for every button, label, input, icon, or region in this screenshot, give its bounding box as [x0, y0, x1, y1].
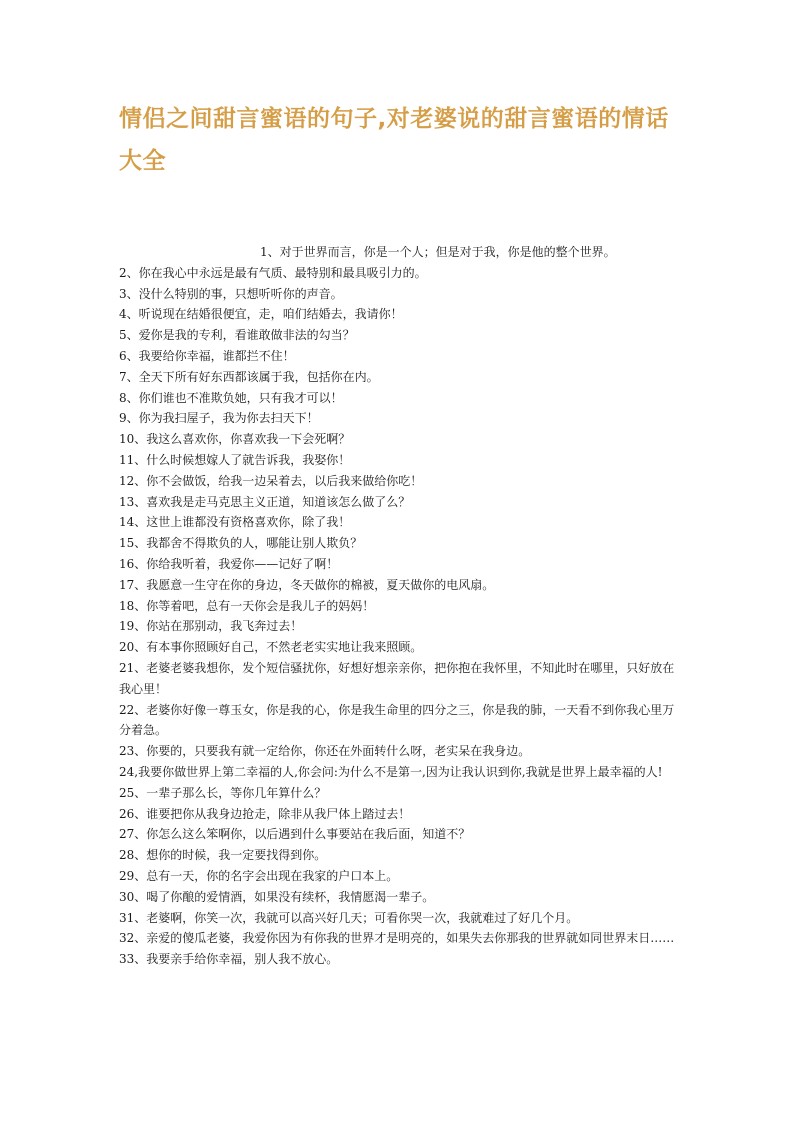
list-item: 16、你给我听着，我爱你——记好了啊！ — [119, 556, 339, 571]
list-item: 20、有本事你照顾好自己，不然老老实实地让我来照顾。 — [119, 640, 423, 655]
list-item: 13、喜欢我是走马克思主义正道，知道该怎么做了么？ — [119, 494, 411, 509]
list-item: 26、谁要把你从我身边抢走，除非从我尸体上踏过去！ — [119, 806, 411, 821]
list-item: 5、爱你是我的专利，看谁敢做非法的勾当？ — [119, 328, 355, 343]
list-item: 21、老婆老婆我想你，发个短信骚扰你，好想好想亲亲你，把你抱在我怀里，不知此时在哪里，只好放在我心里！ — [119, 660, 675, 696]
list-item: 8、你们谁也不准欺负她，只有我才可以！ — [119, 390, 343, 405]
list-item: 33、我要亲手给你幸福，别人我不放心。 — [119, 952, 339, 967]
list-item: 24,我要你做世界上第二幸福的人,你会问:为什么不是第一,因为让我认识到你,我就是世界上最幸福的人! — [119, 764, 663, 779]
list-item: 32、亲爱的傻瓜老婆，我爱你因为有你我的世界才是明亮的，如果失去你那我的世界就如同世界末日…… — [119, 931, 675, 946]
list-item: 18、你等着吧，总有一天你会是我儿子的妈妈！ — [119, 598, 375, 613]
list-item: 2、你在我心中永远是最有气质、最特别和最具吸引力的。 — [119, 265, 427, 280]
list-item: 27、你怎么这么笨啊你，以后遇到什么事要站在我后面，知道不？ — [119, 827, 471, 842]
list-item: 4、听说现在结婚很便宜，走，咱们结婚去，我请你！ — [119, 307, 403, 322]
list-item: 29、总有一天，你的名字会出现在我家的户口本上。 — [119, 868, 399, 883]
list-item: 17、我愿意一生守在你的身边，冬天做你的棉被，夏天做你的电风扇。 — [119, 577, 495, 592]
list-item: 14、这世上谁都没有资格喜欢你，除了我！ — [119, 515, 351, 530]
list-item: 11、什么时候想嫁人了就告诉我，我娶你！ — [119, 452, 351, 467]
list-item: 19、你站在那别动，我飞奔过去！ — [119, 619, 303, 634]
list-item: 7、全天下所有好东西都该属于我，包括你在内。 — [119, 369, 379, 384]
list-item: 9、你为我扫屋子，我为你去扫天下！ — [119, 411, 319, 426]
list-item: 15、我都舍不得欺负的人，哪能让别人欺负？ — [119, 536, 363, 551]
list-item: 1、对于世界而言，你是一个人；但是对于我，你是他的整个世界。 — [260, 245, 616, 259]
list-item: 28、想你的时候，我一定要找得到你。 — [119, 848, 327, 863]
list-item: 22、老婆你好像一尊玉女，你是我的心，你是我生命里的四分之三，你是我的肺，一天看不到你我心里万分着急。 — [119, 702, 675, 738]
document-title: 情侣之间甜言蜜语的句子,对老婆说的甜言蜜语的情话大全 — [119, 106, 669, 174]
list-item: 3、没什么特别的事，只想听听你的声音。 — [119, 286, 343, 301]
list-item: 30、喝了你酿的爱情酒，如果没有续杯，我情愿渴一辈子。 — [119, 889, 435, 904]
list-item: 12、你不会做饭，给我一边呆着去，以后我来做给你吃！ — [119, 473, 423, 488]
list-item: 10、我这么喜欢你，你喜欢我一下会死啊？ — [119, 432, 351, 447]
list-item: 25、一辈子那么长，等你几年算什么？ — [119, 785, 327, 800]
list-item: 23、你要的，只要我有就一定给你，你还在外面转什么呀，老实呆在我身边。 — [119, 744, 531, 759]
sentence-list — [119, 242, 679, 970]
list-item: 31、老婆啊，你笑一次，我就可以高兴好几天；可看你哭一次，我就难过了好几个月。 — [119, 910, 579, 925]
list-item: 6、我要给你幸福，谁都拦不住！ — [119, 348, 295, 363]
